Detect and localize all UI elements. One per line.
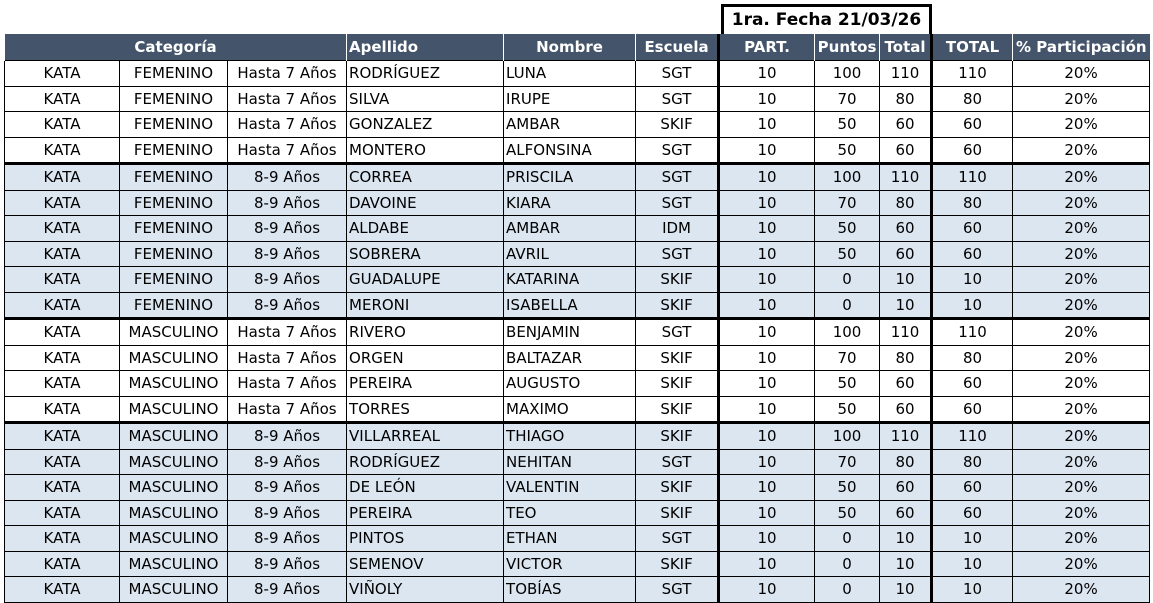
total-cell: 10	[880, 267, 932, 293]
edad-cell: 8-9 Años	[228, 423, 347, 450]
nombre-cell: AVRIL	[504, 241, 636, 267]
escuela-cell: SGT	[636, 86, 719, 112]
puntos-cell: 100	[815, 164, 880, 191]
edad-cell: Hasta 7 Años	[228, 319, 347, 346]
col-participacion: % Participación	[1013, 34, 1150, 61]
participacion-cell: 20%	[1013, 423, 1150, 450]
part-cell: 10	[719, 396, 815, 423]
table-row	[5, 112, 1150, 138]
total-cell: 10	[880, 577, 932, 603]
part-cell: 10	[719, 577, 815, 603]
participacion-cell: 20%	[1013, 267, 1150, 293]
total-general-cell: 80	[932, 86, 1013, 112]
apellido-cell: SILVA	[347, 86, 504, 112]
apellido-cell: GONZALEZ	[347, 112, 504, 138]
edad-cell: Hasta 7 Años	[228, 371, 347, 397]
total-general-cell: 10	[932, 551, 1013, 577]
modalidad-cell: KATA	[5, 577, 120, 603]
part-cell: 10	[719, 319, 815, 346]
table-row	[5, 449, 1150, 475]
col-nombre: Nombre	[504, 34, 636, 61]
edad-cell: 8-9 Años	[228, 241, 347, 267]
table-row	[5, 577, 1150, 603]
sexo-cell: MASCULINO	[120, 396, 228, 423]
part-cell: 10	[719, 112, 815, 138]
escuela-cell: SKIF	[636, 292, 719, 319]
apellido-cell: SOBRERA	[347, 241, 504, 267]
escuela-cell: SGT	[636, 526, 719, 552]
edad-cell: Hasta 7 Años	[228, 86, 347, 112]
edad-cell: 8-9 Años	[228, 475, 347, 501]
edad-cell: 8-9 Años	[228, 190, 347, 216]
total-general-cell: 60	[932, 137, 1013, 164]
escuela-cell: SGT	[636, 164, 719, 191]
participacion-cell: 20%	[1013, 137, 1150, 164]
apellido-cell: TORRES	[347, 396, 504, 423]
sexo-cell: FEMENINO	[120, 292, 228, 319]
table-row	[5, 475, 1150, 501]
puntos-cell: 70	[815, 86, 880, 112]
participacion-cell: 20%	[1013, 319, 1150, 346]
participacion-cell: 20%	[1013, 551, 1150, 577]
apellido-cell: PINTOS	[347, 526, 504, 552]
table-row	[5, 551, 1150, 577]
part-cell: 10	[719, 137, 815, 164]
col-total-general: TOTAL	[932, 34, 1013, 61]
nombre-cell: BENJAMIN	[504, 319, 636, 346]
puntos-cell: 50	[815, 137, 880, 164]
part-cell: 10	[719, 371, 815, 397]
total-cell: 80	[880, 449, 932, 475]
fecha-header: 1ra. Fecha 21/03/26	[721, 4, 932, 34]
participacion-cell: 20%	[1013, 86, 1150, 112]
total-general-cell: 110	[932, 164, 1013, 191]
col-escuela: Escuela	[636, 34, 719, 61]
sexo-cell: FEMENINO	[120, 267, 228, 293]
sexo-cell: MASCULINO	[120, 345, 228, 371]
total-general-cell: 80	[932, 345, 1013, 371]
modalidad-cell: KATA	[5, 319, 120, 346]
participacion-cell: 20%	[1013, 216, 1150, 242]
total-general-cell: 60	[932, 241, 1013, 267]
nombre-cell: BALTAZAR	[504, 345, 636, 371]
sexo-cell: FEMENINO	[120, 164, 228, 191]
part-cell: 10	[719, 345, 815, 371]
results-table	[4, 34, 1150, 603]
apellido-cell: RIVERO	[347, 319, 504, 346]
nombre-cell: VICTOR	[504, 551, 636, 577]
total-general-cell: 60	[932, 216, 1013, 242]
total-general-cell: 10	[932, 292, 1013, 319]
total-cell: 80	[880, 86, 932, 112]
part-cell: 10	[719, 86, 815, 112]
participacion-cell: 20%	[1013, 164, 1150, 191]
puntos-cell: 0	[815, 551, 880, 577]
nombre-cell: LUNA	[504, 61, 636, 87]
edad-cell: 8-9 Años	[228, 577, 347, 603]
nombre-cell: AMBAR	[504, 216, 636, 242]
escuela-cell: SKIF	[636, 371, 719, 397]
col-puntos: Puntos	[815, 34, 880, 61]
table-row	[5, 164, 1150, 191]
participacion-cell: 20%	[1013, 526, 1150, 552]
table-row	[5, 216, 1150, 242]
total-cell: 110	[880, 423, 932, 450]
puntos-cell: 50	[815, 500, 880, 526]
modalidad-cell: KATA	[5, 86, 120, 112]
table-row	[5, 345, 1150, 371]
modalidad-cell: KATA	[5, 137, 120, 164]
puntos-cell: 0	[815, 526, 880, 552]
table-row	[5, 526, 1150, 552]
sexo-cell: MASCULINO	[120, 475, 228, 501]
participacion-cell: 20%	[1013, 475, 1150, 501]
total-general-cell: 60	[932, 500, 1013, 526]
apellido-cell: RODRÍGUEZ	[347, 449, 504, 475]
modalidad-cell: KATA	[5, 61, 120, 87]
sexo-cell: MASCULINO	[120, 526, 228, 552]
sexo-cell: FEMENINO	[120, 86, 228, 112]
total-cell: 10	[880, 526, 932, 552]
modalidad-cell: KATA	[5, 216, 120, 242]
puntos-cell: 0	[815, 577, 880, 603]
apellido-cell: CORREA	[347, 164, 504, 191]
edad-cell: 8-9 Años	[228, 551, 347, 577]
header-row	[5, 34, 1150, 61]
modalidad-cell: KATA	[5, 112, 120, 138]
apellido-cell: VIÑOLY	[347, 577, 504, 603]
edad-cell: Hasta 7 Años	[228, 61, 347, 87]
escuela-cell: SKIF	[636, 423, 719, 450]
table-row	[5, 396, 1150, 423]
apellido-cell: SEMENOV	[347, 551, 504, 577]
modalidad-cell: KATA	[5, 475, 120, 501]
col-categoria: Categoría	[5, 34, 347, 61]
nombre-cell: KIARA	[504, 190, 636, 216]
edad-cell: 8-9 Años	[228, 449, 347, 475]
part-cell: 10	[719, 190, 815, 216]
nombre-cell: PRISCILA	[504, 164, 636, 191]
table-row	[5, 190, 1150, 216]
part-cell: 10	[719, 164, 815, 191]
total-cell: 60	[880, 137, 932, 164]
modalidad-cell: KATA	[5, 345, 120, 371]
total-general-cell: 60	[932, 112, 1013, 138]
puntos-cell: 70	[815, 190, 880, 216]
sexo-cell: FEMENINO	[120, 61, 228, 87]
escuela-cell: SKIF	[636, 551, 719, 577]
edad-cell: 8-9 Años	[228, 526, 347, 552]
modalidad-cell: KATA	[5, 396, 120, 423]
escuela-cell: SKIF	[636, 396, 719, 423]
total-cell: 60	[880, 396, 932, 423]
sexo-cell: MASCULINO	[120, 577, 228, 603]
apellido-cell: DE LEÓN	[347, 475, 504, 501]
modalidad-cell: KATA	[5, 267, 120, 293]
participacion-cell: 20%	[1013, 112, 1150, 138]
sexo-cell: FEMENINO	[120, 137, 228, 164]
edad-cell: 8-9 Años	[228, 500, 347, 526]
edad-cell: Hasta 7 Años	[228, 345, 347, 371]
nombre-cell: NEHITAN	[504, 449, 636, 475]
part-cell: 10	[719, 216, 815, 242]
modalidad-cell: KATA	[5, 371, 120, 397]
part-cell: 10	[719, 449, 815, 475]
total-general-cell: 80	[932, 190, 1013, 216]
sexo-cell: MASCULINO	[120, 449, 228, 475]
escuela-cell: IDM	[636, 216, 719, 242]
modalidad-cell: KATA	[5, 500, 120, 526]
puntos-cell: 50	[815, 396, 880, 423]
nombre-cell: TOBÍAS	[504, 577, 636, 603]
nombre-cell: KATARINA	[504, 267, 636, 293]
total-general-cell: 10	[932, 577, 1013, 603]
apellido-cell: ORGEN	[347, 345, 504, 371]
part-cell: 10	[719, 267, 815, 293]
modalidad-cell: KATA	[5, 449, 120, 475]
modalidad-cell: KATA	[5, 551, 120, 577]
escuela-cell: SKIF	[636, 112, 719, 138]
modalidad-cell: KATA	[5, 164, 120, 191]
nombre-cell: ALFONSINA	[504, 137, 636, 164]
total-cell: 10	[880, 551, 932, 577]
escuela-cell: SGT	[636, 449, 719, 475]
total-cell: 60	[880, 216, 932, 242]
participacion-cell: 20%	[1013, 190, 1150, 216]
edad-cell: Hasta 7 Años	[228, 112, 347, 138]
modalidad-cell: KATA	[5, 292, 120, 319]
puntos-cell: 50	[815, 241, 880, 267]
participacion-cell: 20%	[1013, 241, 1150, 267]
escuela-cell: SKIF	[636, 267, 719, 293]
table-row	[5, 241, 1150, 267]
total-cell: 60	[880, 475, 932, 501]
total-general-cell: 10	[932, 526, 1013, 552]
table-row	[5, 500, 1150, 526]
apellido-cell: MONTERO	[347, 137, 504, 164]
table-row	[5, 86, 1150, 112]
total-general-cell: 110	[932, 61, 1013, 87]
apellido-cell: DAVOINE	[347, 190, 504, 216]
apellido-cell: GUADALUPE	[347, 267, 504, 293]
total-general-cell: 110	[932, 423, 1013, 450]
nombre-cell: IRUPE	[504, 86, 636, 112]
total-cell: 60	[880, 500, 932, 526]
col-part: PART.	[719, 34, 815, 61]
escuela-cell: SGT	[636, 319, 719, 346]
total-cell: 60	[880, 112, 932, 138]
sexo-cell: FEMENINO	[120, 190, 228, 216]
puntos-cell: 50	[815, 371, 880, 397]
total-cell: 80	[880, 345, 932, 371]
modalidad-cell: KATA	[5, 423, 120, 450]
participacion-cell: 20%	[1013, 500, 1150, 526]
edad-cell: Hasta 7 Años	[228, 137, 347, 164]
puntos-cell: 100	[815, 61, 880, 87]
sexo-cell: FEMENINO	[120, 216, 228, 242]
part-cell: 10	[719, 423, 815, 450]
apellido-cell: PEREIRA	[347, 500, 504, 526]
nombre-cell: AUGUSTO	[504, 371, 636, 397]
modalidad-cell: KATA	[5, 190, 120, 216]
total-cell: 60	[880, 371, 932, 397]
nombre-cell: THIAGO	[504, 423, 636, 450]
apellido-cell: RODRÍGUEZ	[347, 61, 504, 87]
escuela-cell: SGT	[636, 577, 719, 603]
nombre-cell: ISABELLA	[504, 292, 636, 319]
total-cell: 110	[880, 61, 932, 87]
sexo-cell: MASCULINO	[120, 500, 228, 526]
part-cell: 10	[719, 241, 815, 267]
escuela-cell: SGT	[636, 190, 719, 216]
col-apellido: Apellido	[347, 34, 504, 61]
sexo-cell: MASCULINO	[120, 423, 228, 450]
edad-cell: 8-9 Años	[228, 216, 347, 242]
modalidad-cell: KATA	[5, 241, 120, 267]
escuela-cell: SKIF	[636, 500, 719, 526]
puntos-cell: 50	[815, 216, 880, 242]
edad-cell: 8-9 Años	[228, 292, 347, 319]
total-general-cell: 110	[932, 319, 1013, 346]
sexo-cell: FEMENINO	[120, 241, 228, 267]
total-general-cell: 60	[932, 396, 1013, 423]
participacion-cell: 20%	[1013, 61, 1150, 87]
nombre-cell: VALENTIN	[504, 475, 636, 501]
sexo-cell: MASCULINO	[120, 371, 228, 397]
total-cell: 60	[880, 241, 932, 267]
puntos-cell: 50	[815, 475, 880, 501]
modalidad-cell: KATA	[5, 526, 120, 552]
total-cell: 10	[880, 292, 932, 319]
nombre-cell: TEO	[504, 500, 636, 526]
part-cell: 10	[719, 551, 815, 577]
total-general-cell: 10	[932, 267, 1013, 293]
participacion-cell: 20%	[1013, 292, 1150, 319]
edad-cell: Hasta 7 Años	[228, 396, 347, 423]
sexo-cell: MASCULINO	[120, 551, 228, 577]
participacion-cell: 20%	[1013, 371, 1150, 397]
escuela-cell: SGT	[636, 241, 719, 267]
nombre-cell: AMBAR	[504, 112, 636, 138]
sexo-cell: FEMENINO	[120, 112, 228, 138]
puntos-cell: 70	[815, 345, 880, 371]
apellido-cell: VILLARREAL	[347, 423, 504, 450]
puntos-cell: 0	[815, 292, 880, 319]
part-cell: 10	[719, 475, 815, 501]
edad-cell: 8-9 Años	[228, 164, 347, 191]
escuela-cell: SGT	[636, 137, 719, 164]
total-general-cell: 60	[932, 371, 1013, 397]
apellido-cell: MERONI	[347, 292, 504, 319]
puntos-cell: 70	[815, 449, 880, 475]
part-cell: 10	[719, 61, 815, 87]
total-general-cell: 80	[932, 449, 1013, 475]
total-cell: 110	[880, 319, 932, 346]
total-cell: 80	[880, 190, 932, 216]
escuela-cell: SGT	[636, 61, 719, 87]
nombre-cell: MAXIMO	[504, 396, 636, 423]
table-row	[5, 423, 1150, 450]
total-cell: 110	[880, 164, 932, 191]
participacion-cell: 20%	[1013, 396, 1150, 423]
puntos-cell: 100	[815, 423, 880, 450]
sexo-cell: MASCULINO	[120, 319, 228, 346]
part-cell: 10	[719, 526, 815, 552]
table-row	[5, 267, 1150, 293]
puntos-cell: 0	[815, 267, 880, 293]
part-cell: 10	[719, 500, 815, 526]
puntos-cell: 50	[815, 112, 880, 138]
col-total: Total	[880, 34, 932, 61]
table-row	[5, 292, 1150, 319]
apellido-cell: ALDABE	[347, 216, 504, 242]
table-row	[5, 61, 1150, 87]
puntos-cell: 100	[815, 319, 880, 346]
part-cell: 10	[719, 292, 815, 319]
participacion-cell: 20%	[1013, 449, 1150, 475]
escuela-cell: SKIF	[636, 345, 719, 371]
apellido-cell: PEREIRA	[347, 371, 504, 397]
participacion-cell: 20%	[1013, 345, 1150, 371]
table-row	[5, 319, 1150, 346]
edad-cell: 8-9 Años	[228, 267, 347, 293]
nombre-cell: ETHAN	[504, 526, 636, 552]
participacion-cell: 20%	[1013, 577, 1150, 603]
table-row	[5, 137, 1150, 164]
escuela-cell: SKIF	[636, 475, 719, 501]
table-row	[5, 371, 1150, 397]
total-general-cell: 60	[932, 475, 1013, 501]
